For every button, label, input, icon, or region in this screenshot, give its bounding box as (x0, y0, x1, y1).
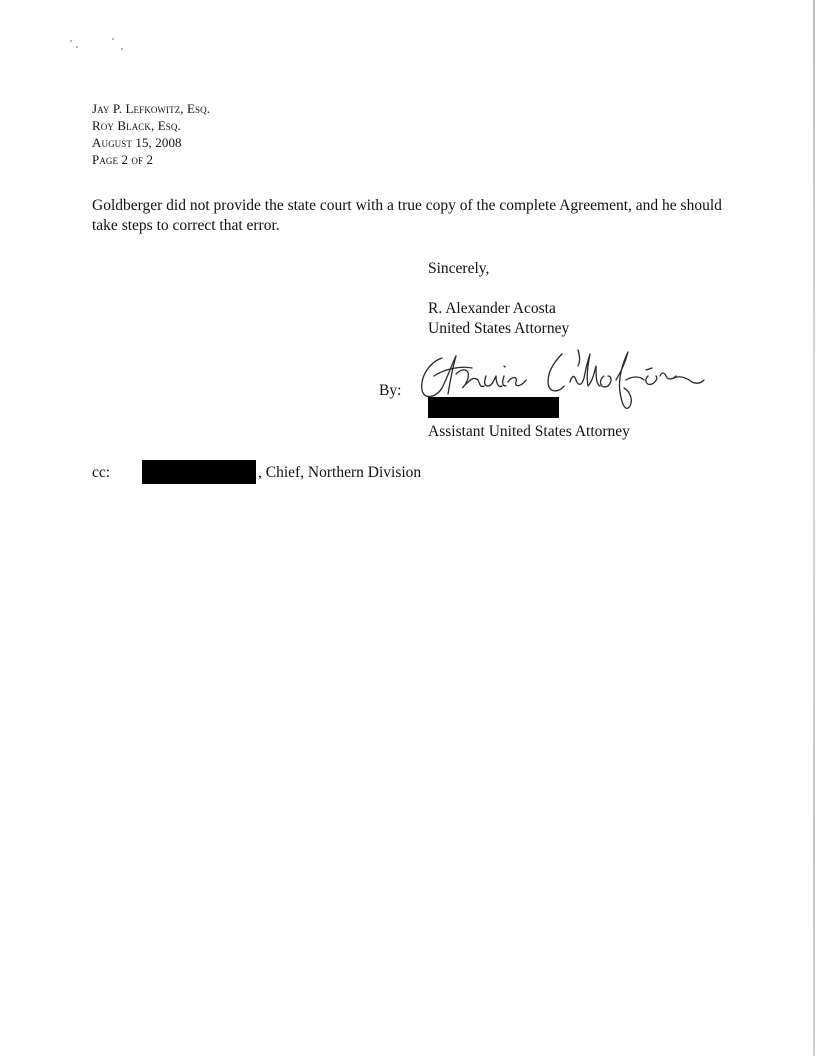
page-number: Page 2 of 2 (92, 152, 154, 167)
scan-edge (813, 0, 815, 1056)
signatory-title: Assistant United States Attorney (428, 423, 630, 440)
scan-speck (76, 46, 78, 48)
recipient-2: Roy Black, Esq. (92, 118, 181, 133)
redaction-bar (428, 397, 559, 418)
cc-label: cc: (92, 464, 111, 481)
letter-header (92, 100, 210, 168)
by-label: By: (379, 382, 402, 399)
cc-recipient: , Chief, Northern Division (258, 464, 422, 481)
scan-speck (70, 40, 72, 42)
scan-speck (112, 38, 114, 40)
closing-salutation: Sincerely, (428, 260, 490, 277)
recipient-1: Jay P. Lefkowitz, Esq. (92, 101, 211, 116)
letter-date: August 15, 2008 (92, 135, 182, 150)
signer-name: R. Alexander Acosta (428, 300, 556, 317)
signer-title: United States Attorney (428, 320, 570, 337)
redaction-bar (142, 460, 256, 484)
scan-speck (121, 48, 123, 50)
body-paragraph: Goldberger did not provide the state court with a true copy of the complete Agreement, and he should take steps to correct that error. (92, 197, 722, 234)
